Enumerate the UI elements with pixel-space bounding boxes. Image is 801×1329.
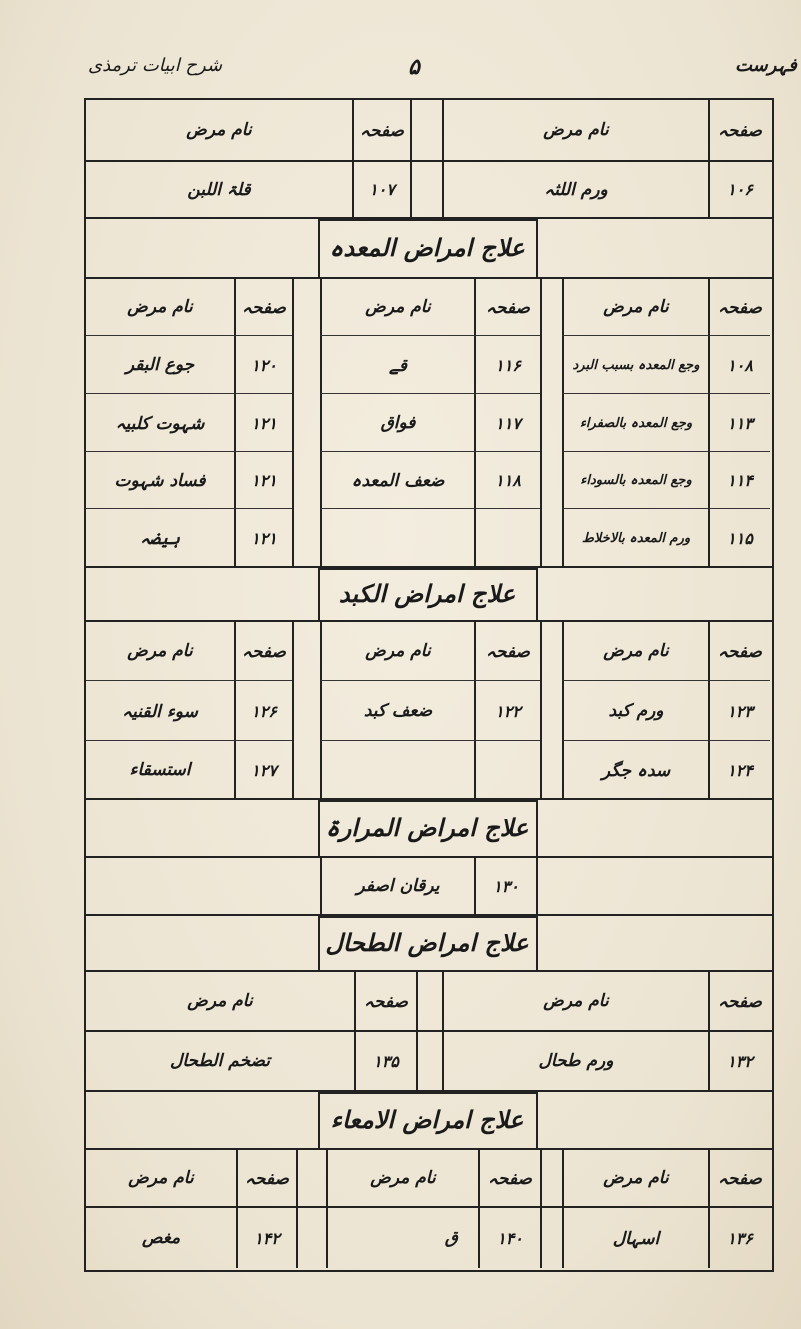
entry-name: سوء القنیہ: [122, 701, 198, 722]
col-head-name: نام مرض: [128, 1168, 194, 1188]
col-head-name: نام مرض: [365, 297, 431, 317]
entry-page: ۱۲۰: [251, 355, 277, 375]
col-head-page: صفحہ: [486, 641, 530, 662]
rule: [410, 98, 412, 217]
col-head-page: صفحہ: [242, 297, 286, 318]
rule: [320, 335, 540, 336]
entry-name: استسقاء: [129, 760, 191, 780]
rule: [86, 393, 292, 394]
rule: [320, 508, 540, 509]
section-title-stomach: علاج امراض المعدہ: [329, 234, 525, 262]
rule: [540, 1148, 542, 1268]
col-head-name: نام مرض: [370, 1168, 436, 1188]
col-head-name: نام مرض: [543, 991, 609, 1011]
entry-name: ورم طحال: [538, 1051, 614, 1071]
col-head-name: نام مرض: [187, 991, 253, 1011]
entry-page: ۱۲۱: [251, 413, 277, 433]
entry-page: ۱۱۷: [495, 413, 521, 433]
entry-name: ق: [444, 1228, 458, 1248]
entry-page: ۱۱۴: [727, 471, 753, 490]
entry-page: ۱۱۵: [727, 528, 753, 548]
entry-name: قلۃ اللبن: [187, 180, 251, 200]
rule: [292, 620, 294, 798]
entry-page: ۱۱۳: [727, 413, 753, 433]
entry-page: ۱۲۶: [251, 701, 277, 721]
rule: [562, 508, 770, 509]
col-head-page: صفحہ: [718, 641, 762, 662]
entry-name: فساد شہوت: [114, 471, 206, 491]
entry-page: ۱۰۷: [369, 180, 395, 199]
entry-page: ۱۰۸: [727, 355, 753, 375]
entry-page: ۱۲۷: [251, 760, 277, 780]
rule: [562, 451, 770, 452]
entry-page: ۱۴۲: [254, 1228, 280, 1248]
col-head-page: صفحہ: [245, 1168, 289, 1189]
index-heading: فہرست: [735, 55, 797, 76]
col-head-page: صفحہ: [242, 641, 286, 662]
rule: [562, 680, 770, 681]
entry-name: ورم کبد: [608, 701, 664, 721]
section-title-liver: علاج امراض الکبد: [338, 580, 516, 608]
entry-page: ۱۲۳: [727, 701, 753, 721]
rule: [540, 277, 542, 566]
rule: [562, 740, 770, 741]
col-head-name: نام مرض: [127, 641, 193, 661]
entry-page: ۱۴۰: [497, 1228, 523, 1248]
col-head-name: نام مرض: [365, 641, 431, 661]
entry-page: ۱۲۱: [251, 528, 277, 548]
entry-page: ۱۱۶: [495, 355, 521, 375]
rule: [536, 856, 538, 914]
col-head-page: صفحہ: [364, 991, 408, 1012]
col-head-name: نام مرض: [603, 1168, 669, 1188]
col-head-page: صفحہ: [488, 1168, 532, 1189]
entry-page: ۱۰۶: [727, 180, 753, 199]
entry-page: ۱۳۵: [373, 1051, 399, 1071]
col-head-page: صفحہ: [718, 120, 762, 141]
entry-page: ۱۲۱: [251, 471, 277, 490]
entry-name: وجع المعدہ بسبب البرد: [572, 357, 700, 373]
entry-page: ۱۲۴: [727, 760, 753, 780]
entry-name: ضعف المعدہ: [351, 471, 445, 491]
col-head-page: صفحہ: [718, 297, 762, 318]
col-head-name: نام مرض: [186, 120, 252, 140]
entry-name: ورم المعدہ بالاخلاط: [581, 530, 691, 546]
col-head-name: نام مرض: [603, 641, 669, 661]
entry-name: یرقان اصفر: [356, 876, 440, 896]
entry-name: تضخم الطحال: [169, 1051, 271, 1071]
entry-page: ۱۳۶: [727, 1228, 753, 1248]
entry-name: ہیضہ: [140, 528, 180, 549]
col-head-name: نام مرض: [127, 297, 193, 317]
entry-page: ۱۳۲: [727, 1051, 753, 1071]
entry-name: فواق: [380, 413, 416, 433]
col-head-name: نام مرض: [603, 297, 669, 317]
col-head-page: صفحہ: [486, 297, 530, 318]
rule: [562, 393, 770, 394]
entry-name: جوع البقر: [125, 355, 195, 375]
rule: [540, 620, 542, 798]
rule: [296, 1148, 298, 1268]
entry-name: شہوت کلبیہ: [115, 413, 205, 434]
entry-page: ۱۱۸: [495, 471, 521, 490]
col-head-name: نام مرض: [543, 120, 609, 140]
section-title-intestines: علاج امراض الامعاء: [330, 1106, 524, 1134]
rule: [320, 451, 540, 452]
section-title-spleen: علاج امراض الطحال: [325, 929, 529, 957]
rule: [320, 680, 540, 681]
entry-page: ۱۳۰: [493, 876, 519, 896]
entry-name: وجع المعدہ بالصفراء: [579, 415, 693, 431]
rule: [562, 335, 770, 336]
rule: [86, 335, 292, 336]
rule: [416, 970, 418, 1090]
entry-name: سدہ جگر: [601, 760, 671, 781]
rule: [320, 393, 540, 394]
entry-name: ورم اللثہ: [544, 180, 608, 200]
running-title: شرح ابیات ترمذی: [88, 55, 223, 76]
entry-name: اسہال: [612, 1228, 660, 1249]
rule: [86, 680, 292, 681]
col-head-page: صفحہ: [718, 991, 762, 1012]
entry-page: ۱۲۲: [495, 701, 521, 721]
col-head-page: صفحہ: [718, 1168, 762, 1189]
rule: [86, 740, 292, 741]
page-number: ۵: [408, 55, 420, 80]
entry-name: وجع المعدہ بالسوداء: [580, 473, 692, 488]
rule: [86, 508, 292, 509]
entry-name: ضعف کبد: [363, 701, 433, 721]
rule: [320, 740, 540, 741]
entry-name: مغص: [141, 1228, 181, 1248]
rule: [292, 277, 294, 566]
rule: [86, 451, 292, 452]
section-title-gallbladder: علاج امراض المرارۃ: [325, 814, 529, 842]
col-head-page: صفحہ: [360, 120, 404, 141]
entry-name: قے: [388, 355, 408, 376]
